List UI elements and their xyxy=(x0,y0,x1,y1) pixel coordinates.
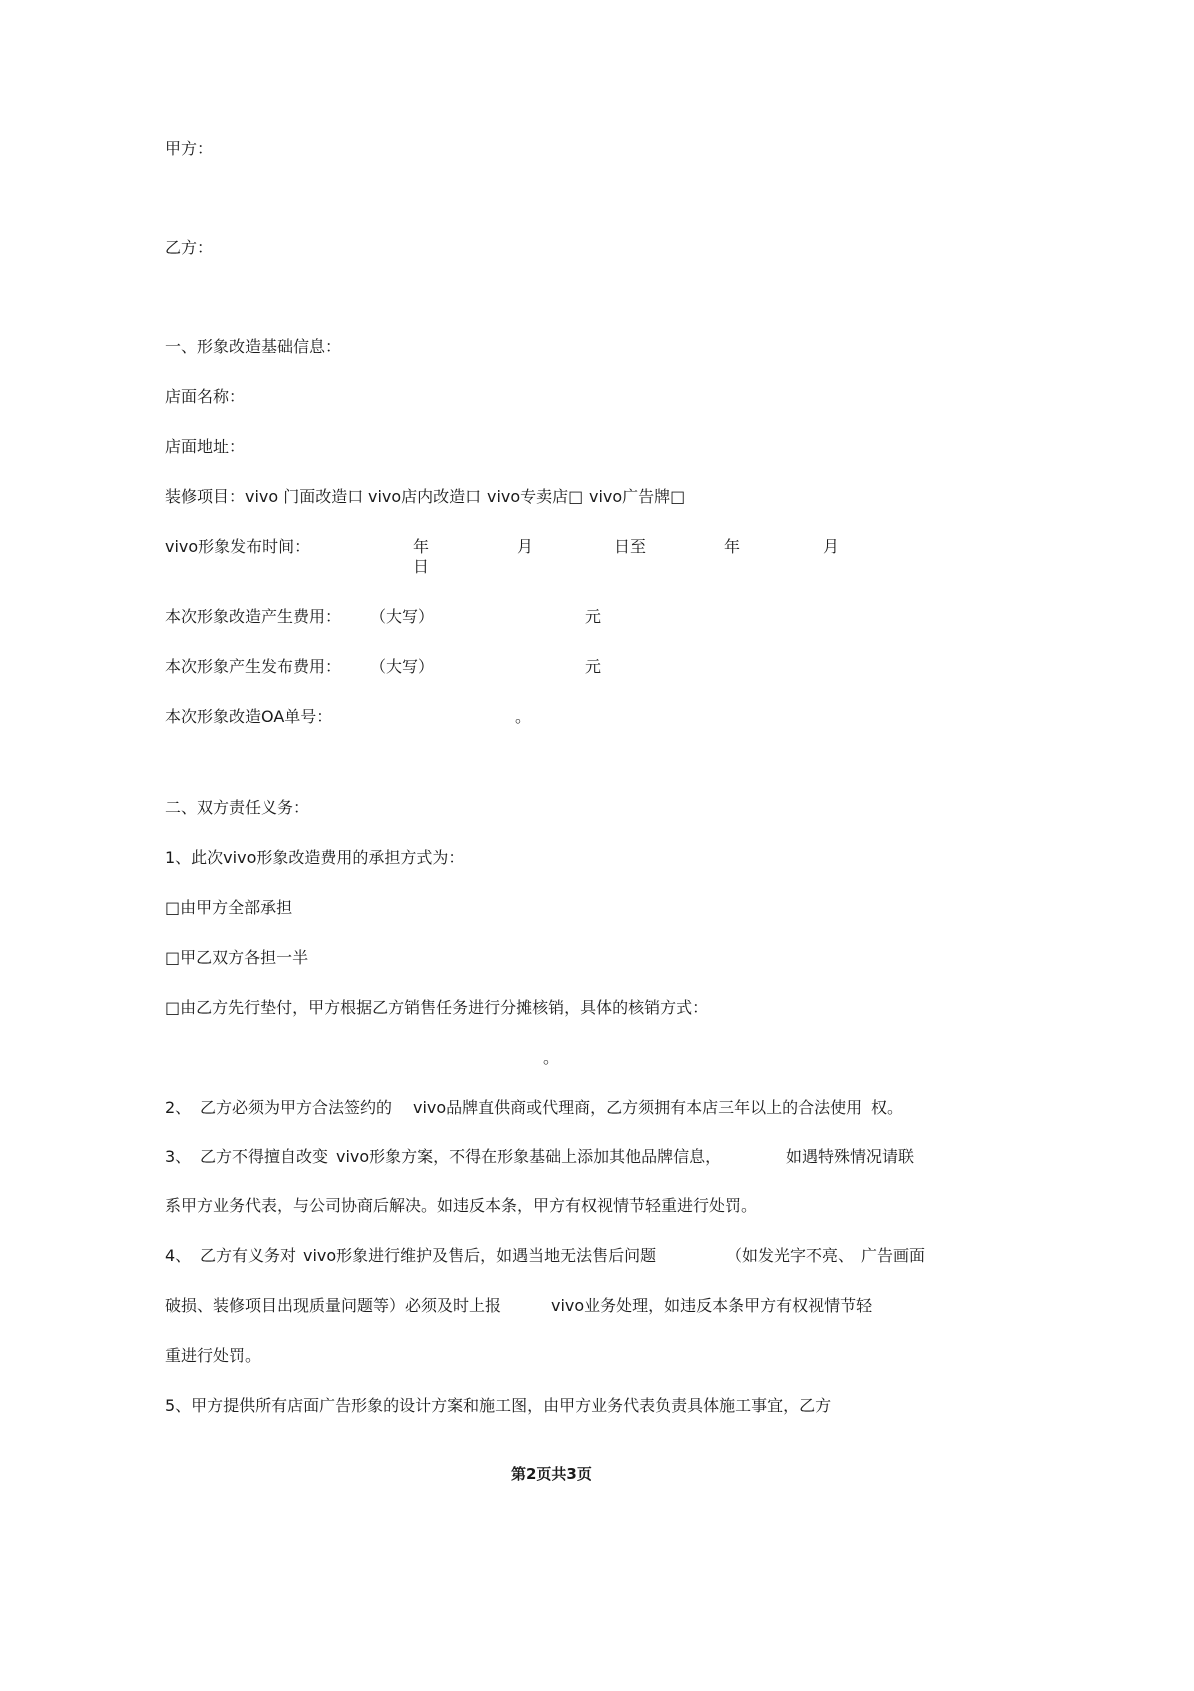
item3-text-b: vivo形象方案，不得在形象基础上添加其他品牌信息， xyxy=(336,1147,722,1166)
release-time-month1: 月 xyxy=(517,537,534,556)
item3-number: 3、 xyxy=(165,1147,192,1166)
release-cost-caps: （大写） xyxy=(370,657,435,676)
page-number-footer: 第2页共3页 xyxy=(511,1465,592,1483)
item4-text-a: 乙方有义务对 xyxy=(200,1246,297,1265)
item4-line2-b: vivo业务处理，如违反本条甲方有权视情节轻 xyxy=(551,1296,873,1315)
item3-text-c: 如遇特殊情况请联 xyxy=(786,1147,915,1166)
release-time-month2: 月 xyxy=(823,537,840,556)
item4-line2-a: 破损、装修项目出现质量问题等）必须及时上报 xyxy=(165,1296,502,1315)
choice-half-split: □甲乙双方各担一半 xyxy=(165,948,309,967)
renovation-option-interior: vivo店内改造口 xyxy=(368,487,482,506)
renovation-cost-unit: 元 xyxy=(585,607,602,626)
renovation-option-exclusive-store: vivo专卖店□ xyxy=(487,487,584,506)
item2-text-a: 乙方必须为甲方合法签约的 xyxy=(200,1098,393,1117)
choice-c-end: 。 xyxy=(543,1048,560,1067)
store-address-label: 店面地址： xyxy=(165,437,246,456)
renovation-option-storefront: vivo 门面改造口 xyxy=(245,487,364,506)
release-cost-unit: 元 xyxy=(585,657,602,676)
renovation-cost-label: 本次形象改造产生费用： xyxy=(165,607,342,626)
section1-heading: 一、形象改造基础信息： xyxy=(165,337,342,356)
release-time-year1: 年 xyxy=(413,537,430,556)
item3-text-a: 乙方不得擅自改变 xyxy=(200,1147,329,1166)
item4-text-d: 广告画面 xyxy=(861,1246,926,1265)
release-time-year2: 年 xyxy=(724,537,741,556)
item4-text-c: （如发光字不亮、 xyxy=(726,1246,855,1265)
choice-party-a-full: □由甲方全部承担 xyxy=(165,898,293,917)
release-time-day-to: 日至 xyxy=(614,537,647,556)
item2-text-b: vivo品牌直供商或代理商，乙方须拥有本店三年以上的合法使用 xyxy=(413,1098,863,1117)
store-name-label: 店面名称： xyxy=(165,387,246,406)
party-a-label: 甲方： xyxy=(165,139,214,158)
item4-line3: 重进行处罚。 xyxy=(165,1346,262,1365)
release-time-label: vivo形象发布时间： xyxy=(165,537,311,556)
oa-number-label: 本次形象改造OA单号： xyxy=(165,707,333,726)
item3-line2: 系甲方业务代表，与公司协商后解决。如违反本条，甲方有权视情节轻重进行处罚。 xyxy=(165,1196,758,1215)
renovation-label: 装修项目： xyxy=(165,487,246,506)
section2-heading: 二、双方责任义务： xyxy=(165,798,310,817)
renovation-option-billboard: vivo广告牌□ xyxy=(589,487,686,506)
renovation-cost-caps: （大写） xyxy=(370,607,435,626)
item2-text-c: 权。 xyxy=(871,1098,904,1117)
release-time-day2: 日 xyxy=(413,557,430,576)
item5-text: 5、甲方提供所有店面广告形象的设计方案和施工图，由甲方业务代表负责具体施工事宜，乙方 xyxy=(165,1396,832,1415)
oa-number-end: 。 xyxy=(515,707,532,726)
item4-text-b: vivo形象进行维护及售后，如遇当地无法售后问题 xyxy=(303,1246,657,1265)
choice-party-b-advance: □由乙方先行垫付，甲方根据乙方销售任务进行分摊核销，具体的核销方式： xyxy=(165,998,709,1017)
party-b-label: 乙方： xyxy=(165,238,214,257)
item2-number: 2、 xyxy=(165,1098,192,1117)
item4-number: 4、 xyxy=(165,1246,192,1265)
item1-text: 1、此次vivo形象改造费用的承担方式为： xyxy=(165,848,465,867)
release-cost-label: 本次形象产生发布费用： xyxy=(165,657,342,676)
